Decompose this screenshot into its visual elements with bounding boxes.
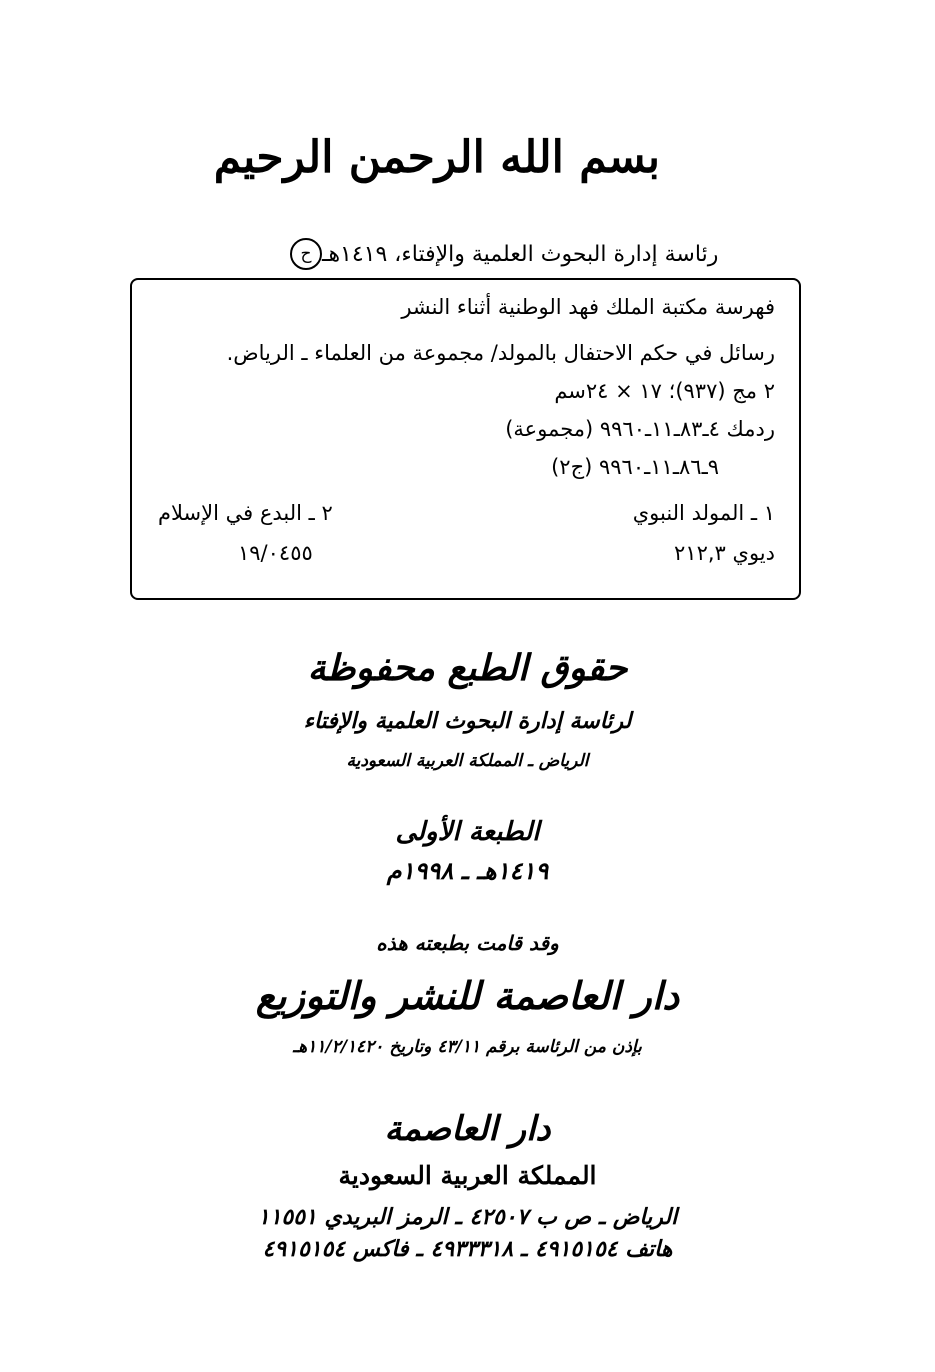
publisher-logo-text: دار العاصمة [384,1109,551,1149]
subject-2: ٢ ـ البدع في الإسلام [158,501,333,525]
subject-1: ١ ـ المولد النبوي [632,501,775,525]
isbn-volume: ٩ـ٨٦ـ١١ـ٩٩٦٠ (ج٢) [551,455,719,479]
deposit-number: ١٩/٠٤٥٥ [238,541,313,565]
basmala-heading: بسم الله الرحمن الرحيم [213,132,660,183]
edition-label: الطبعة الأولى [395,817,540,847]
printed-by-line: وقد قامت بطبعته هذه [376,931,559,955]
cataloging-record-box [130,278,801,600]
cataloging-physical-description: ٢ مج (٩٣٧)؛ ١٧ × ٢٤سم [554,379,775,403]
dewey-number: ديوي ٢١٢,٣ [674,541,775,565]
isbn-set: ردمك ٤ـ٨٣ـ١١ـ٩٩٦٠ (مجموعة) [505,417,775,441]
rights-location: الرياض ـ المملكة العربية السعودية [346,751,589,771]
copyright-holder: رئاسة إدارة البحوث العلمية والإفتاء، ١٤١٩هـ [322,241,719,267]
permission-line: بإذن من الرئاسة برقم ٤٣/١١ وتاريخ ١١/٢/١٤٢٠هـ [293,1037,642,1057]
publisher-name: دار العاصمة للنشر والتوزيع [255,973,680,1018]
publisher-phone: هاتف ٤٩١٥١٥٤ ـ ٤٩٣٣٣١٨ ـ فاكس ٤٩١٥١٥٤ [262,1236,673,1262]
rights-organization: لرئاسة إدارة البحوث العلمية والإفتاء [303,708,632,734]
copyright-symbol-icon: ح [290,238,322,270]
copyright-line [280,236,795,272]
rights-reserved-title: حقوق الطبع محفوظة [307,647,628,689]
edition-date: ١٤١٩هـ ـ ١٩٩٨م [386,856,549,885]
publisher-address: الرياض ـ ص ب ٤٢٥٠٧ ـ الرمز البريدي ١١٥٥١ [257,1204,678,1230]
cataloging-title: رسائل في حكم الاحتفال بالمولد/ مجموعة من العلماء ـ الرياض. [226,341,775,365]
cataloging-heading: فهرسة مكتبة الملك فهد الوطنية أثناء النشر [401,295,775,319]
publisher-country: المملكة العربية السعودية [338,1161,597,1190]
